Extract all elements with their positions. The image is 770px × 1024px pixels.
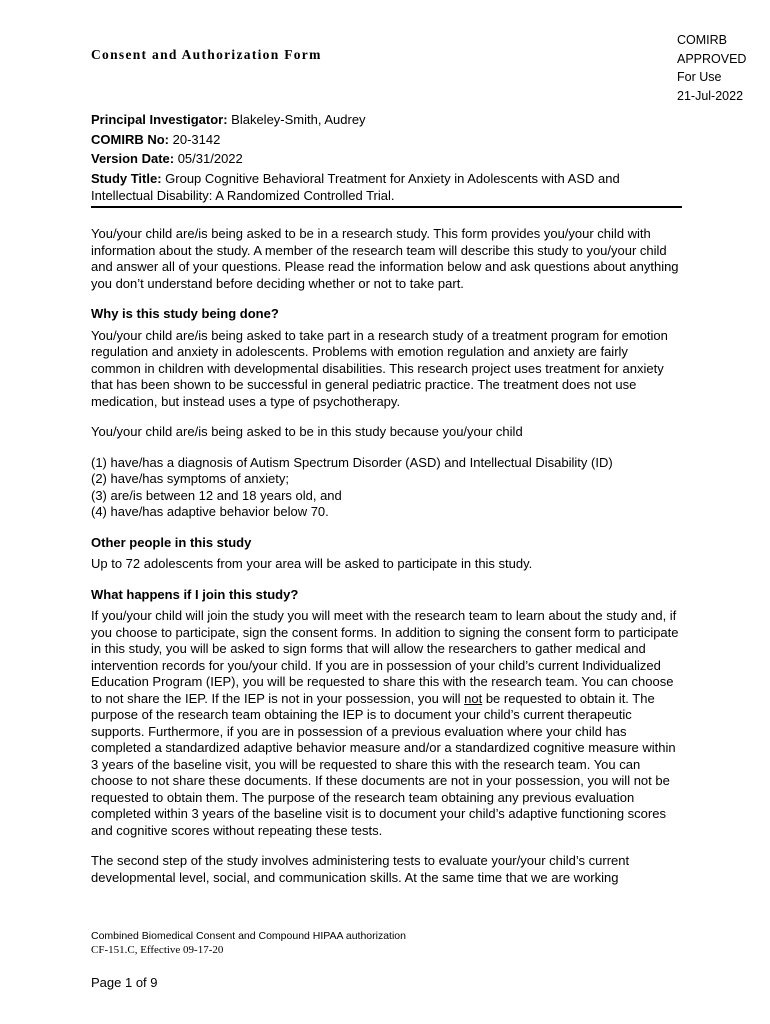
second-step-paragraph: The second step of the study involves administering tests to evaluate your/your child’s current developmental level, social, and communication skills. At the same time that we are working <box>91 853 630 885</box>
list-item: (3) are/is between 12 and 18 years old, and <box>91 487 342 503</box>
list-item: (1) have/has a diagnosis of Autism Spectrum Disorder (ASD) and Intellectual Disability (ID) <box>91 454 613 470</box>
list-item: (2) have/has symptoms of anxiety; <box>91 471 289 486</box>
page-footer <box>91 929 681 990</box>
intro-paragraph: You/your child are/is being asked to be in a research study. This form provides you/your child with information about the study. A member of the research team will describe this study to you/your child and answer all of your questions. Please read the information below and ask questions about anything you don’t understand before deciding whether or not to take part. <box>91 226 679 291</box>
list-item: (4) have/has adaptive behavior below 70. <box>91 504 329 519</box>
pi-value: Blakeley-Smith, Audrey <box>227 112 366 127</box>
paragraph-text: be requested to obtain it. The purpose of the research team obtaining the IEP is to document your child’s current therapeutic supports. Furthermore, if you are in possession of a previous evaluation where your child has completed a standardized adaptive behavior measure and/or a standardized cognitive measure within 3 years of the baseline visit, you will be requested to share this with the research team. You can choose to not share these documents. If these documents are not in your possession, you will not be requested to obtain them. The purpose of the research team obtaining any previous evaluation completed within 3 years of the baseline visit is to document your child’s adaptive functioning scores and cognitive scores without repeating these tests. <box>91 690 676 838</box>
stamp-line: COMIRB <box>677 33 727 47</box>
footer-form-code: CF-151.C, Effective 09-17-20 <box>91 944 224 956</box>
comirb-value: 20-3142 <box>169 131 221 147</box>
study-metadata <box>91 110 681 204</box>
eligibility-intro: You/your child are/is being asked to be in this study because you/your child <box>91 424 523 439</box>
approval-stamp <box>677 31 746 105</box>
what-happens-paragraph <box>91 608 681 839</box>
footer-form-name: Combined Biomedical Consent and Compound HIPAA authorization <box>91 930 406 942</box>
study-title-value: Group Cognitive Behavioral Treatment for Anxiety in Adolescents with ASD and Intellectual Disability: A Randomized Controlled Trial. <box>91 170 620 203</box>
comirb-label: COMIRB No: <box>91 131 169 147</box>
pi-label: Principal Investigator: <box>91 112 228 127</box>
study-title <box>91 170 681 204</box>
principal-investigator <box>91 110 681 130</box>
section-heading-others: Other people in this study <box>91 534 252 550</box>
consent-body <box>91 226 681 900</box>
version-value: 05/31/2022 <box>174 151 243 166</box>
section-heading-what-happens: What happens if I join this study? <box>91 586 299 602</box>
stamp-date: 21-Jul-2022 <box>677 88 744 103</box>
page-number: Page 1 of 9 <box>91 975 158 990</box>
stamp-line: For Use <box>677 70 722 84</box>
paragraph-text: If you/your child will join the study you will meet with the research team to learn about the study and, if you choose to participate, sign the consent forms. In addition to signing the consent form to participate in this study, you will be asked to sign forms that will allow the researchers to gather medical and intervention records for you/your child. If you are in possession of your child’s current Individualized Education Program (IEP), you will be requested to share this with the research team. You can choose to not share the IEP. If the IEP is not in your possession, you will <box>91 608 679 706</box>
header-divider <box>91 206 682 208</box>
version-date <box>91 149 681 169</box>
comirb-number <box>91 130 681 150</box>
form-title: Consent and Authorization Form <box>91 47 322 62</box>
section-heading-why: Why is this study being done? <box>91 306 279 321</box>
others-paragraph: Up to 72 adolescents from your area will be asked to participate in this study. <box>91 556 533 571</box>
why-paragraph: You/your child are/is being asked to take part in a research study of a treatment program for emotion regulation and anxiety in adolescents. Problems with emotion regulation and anxiety are fairly common in children with developmental disabilities. This research project uses treatment for anxiety that has been shown to be successful in general pediatric practice. The treatment does not use medication, but instead uses a type of psychotherapy. <box>91 327 668 409</box>
stamp-line: APPROVED <box>677 51 747 66</box>
version-label: Version Date: <box>91 151 175 166</box>
study-title-label: Study Title: <box>91 170 162 186</box>
underlined-not: not <box>464 690 483 706</box>
eligibility-list <box>91 455 681 521</box>
